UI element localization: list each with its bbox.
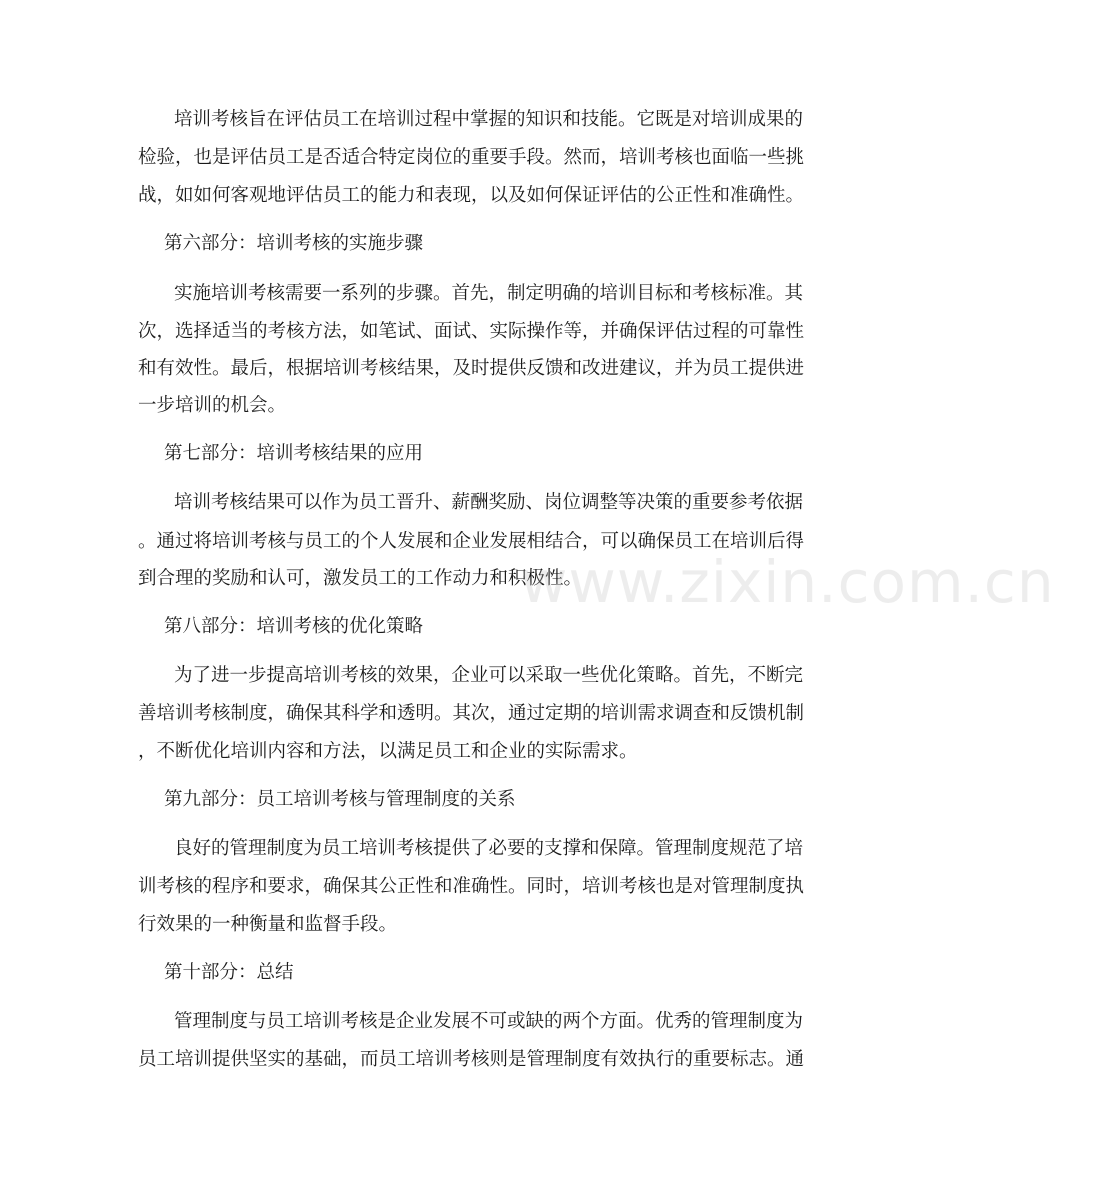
section-10-heading: 第十部分：总结 (164, 962, 294, 983)
paragraph-5-line-2: 训考核的程序和要求，确保其公正性和准确性。同时，培训考核也是对管理制度执 (138, 876, 805, 897)
paragraph-6-line-2: 员工培训提供坚实的基础，而员工培训考核则是管理制度有效执行的重要标志。通 (138, 1049, 805, 1070)
paragraph-4-line-1: 为了进一步提高培训考核的效果，企业可以采取一些优化策略。首先，不断完 (174, 665, 804, 686)
paragraph-1-line-2: 检验，也是评估员工是否适合特定岗位的重要手段。然而，培训考核也面临一些挑 (138, 147, 805, 168)
paragraph-2-line-4: 一步培训的机会。 (138, 395, 287, 416)
paragraph-3-line-2: 。通过将培训考核与员工的个人发展和企业发展相结合，可以确保员工在培训后得 (138, 531, 805, 552)
paragraph-5-line-1: 良好的管理制度为员工培训考核提供了必要的支撑和保障。管理制度规范了培 (174, 838, 804, 859)
paragraph-1-line-1: 培训考核旨在评估员工在培训过程中掌握的知识和技能。它既是对培训成果的 (174, 109, 804, 130)
paragraph-1-line-3: 战，如如何客观地评估员工的能力和表现，以及如何保证评估的公正性和准确性。 (138, 185, 805, 206)
paragraph-4-line-2: 善培训考核制度，确保其科学和透明。其次，通过定期的培训需求调查和反馈机制 (138, 703, 805, 724)
section-6-heading: 第六部分：培训考核的实施步骤 (164, 233, 424, 254)
paragraph-3-line-1: 培训考核结果可以作为员工晋升、薪酬奖励、岗位调整等决策的重要参考依据 (174, 492, 804, 513)
section-9-heading: 第九部分：员工培训考核与管理制度的关系 (164, 789, 516, 810)
paragraph-3-line-3: 到合理的奖励和认可，激发员工的工作动力和积极性。 (138, 568, 583, 589)
paragraph-2-line-1: 实施培训考核需要一系列的步骤。首先，制定明确的培训目标和考核标准。其 (174, 283, 804, 304)
section-8-heading: 第八部分：培训考核的优化策略 (164, 616, 424, 637)
paragraph-5-line-3: 行效果的一种衡量和监督手段。 (138, 914, 398, 935)
watermark: www.zixin.com.cn (520, 548, 1055, 616)
section-7-heading: 第七部分：培训考核结果的应用 (164, 443, 424, 464)
paragraph-6-line-1: 管理制度与员工培训考核是企业发展不可或缺的两个方面。优秀的管理制度为 (174, 1011, 804, 1032)
paragraph-2-line-3: 和有效性。最后，根据培训考核结果，及时提供反馈和改进建议，并为员工提供进 (138, 358, 805, 379)
paragraph-2-line-2: 次，选择适当的考核方法，如笔试、面试、实际操作等，并确保评估过程的可靠性 (138, 321, 805, 342)
paragraph-4-line-3: ，不断优化培训内容和方法，以满足员工和企业的实际需求。 (138, 741, 638, 762)
